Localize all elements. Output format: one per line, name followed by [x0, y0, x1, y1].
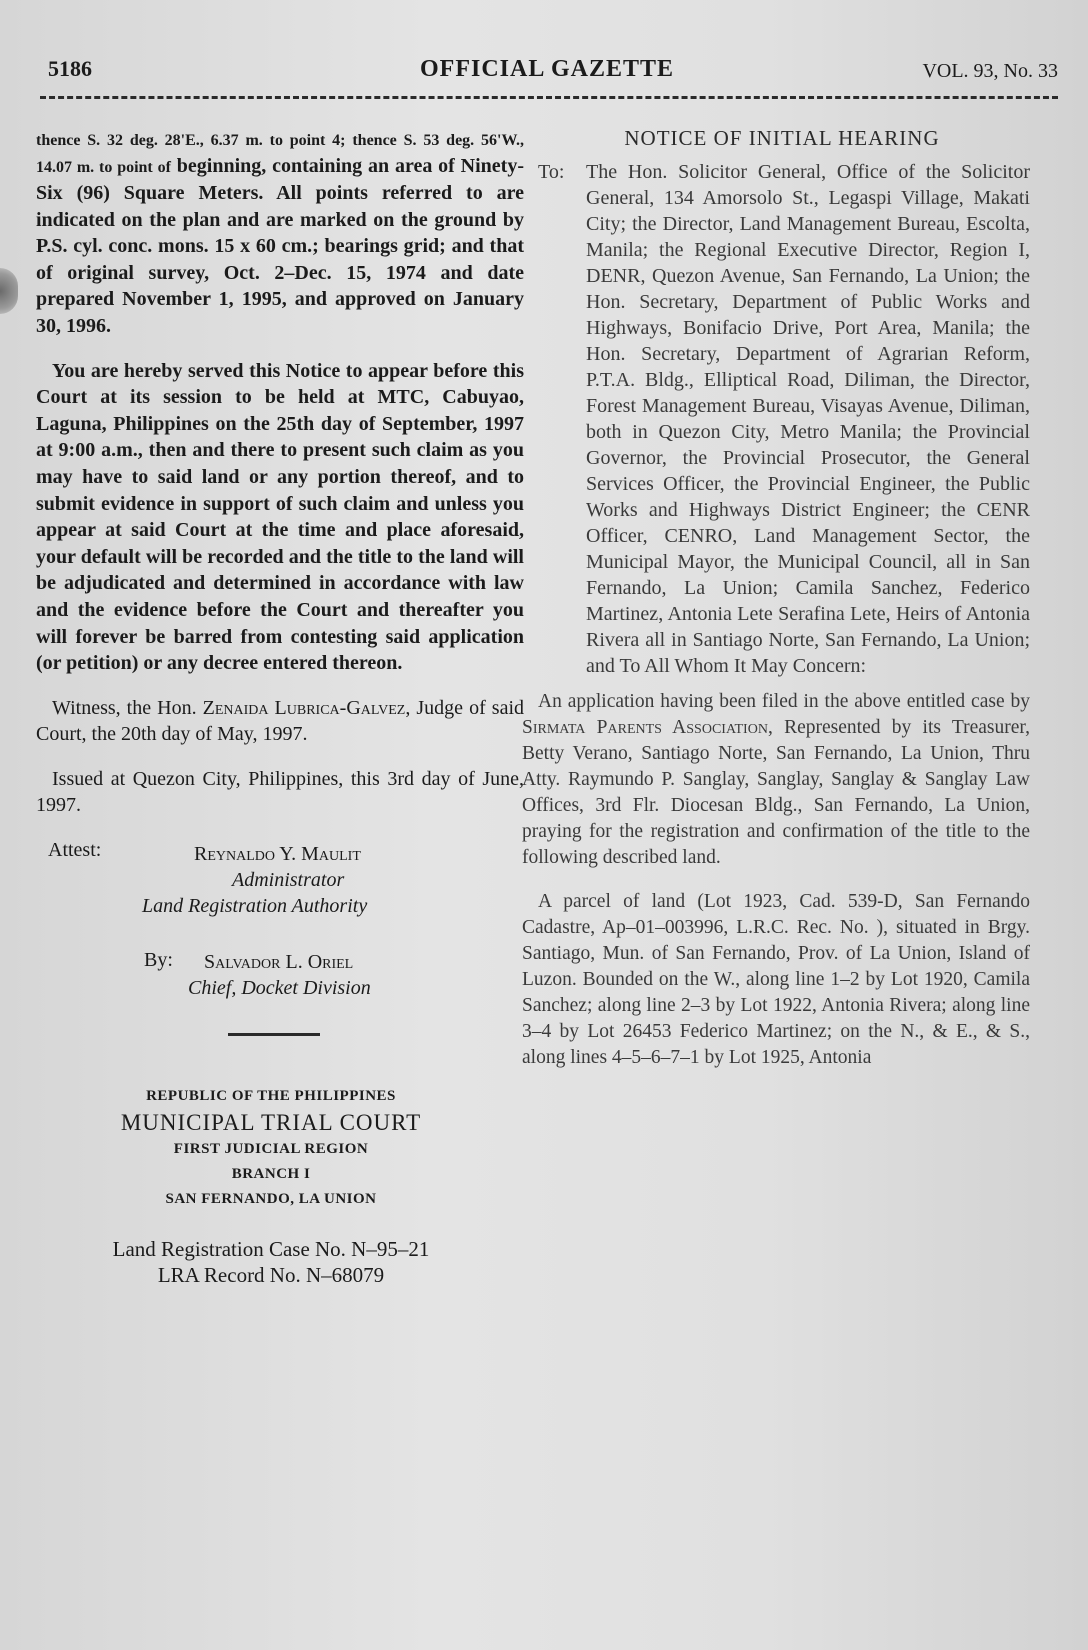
court-republic: REPUBLIC OF THE PHILIPPINES — [146, 1087, 396, 1104]
addressees-text: The Hon. Solicitor General, Office of the Solicitor General, 134 Amorsolo St., Legaspi Village, Makati City; the Director, Land Management Bureau, Escolta, Manila; the Regional Executive Director, Region I, DENR, Quezon Avenue, San Fernando, La Union; the Hon. Secretary, Department of Public Works and Highways, Bonifacio Drive, Port Area, Manila; the Hon. Secretary, Department of Agrarian Reform, P.T.A. Bldg., Elliptical Road, Diliman, the Director, Forest Management Bureau, Visayas Avenue, Diliman, both in Quezon City, Metro Manila; the Provincial Governor, the Provincial Prosecutor, the General Services Officer, the Provincial Engineer, the Public Works and Highways District Engineer; the CENR Officer, CENRO, Land Management Sector, the Municipal Mayor, the Municipal Council, all in San Fernando, La Union; Camila Sanchez, Federico Martinez, Antonia Lete Serafina Lete, Heirs of Antonia Rivera all in Santiago Norte, San Fernando, La Union; and To All Whom It May Concern: — [586, 161, 1030, 677]
lra-record-number: LRA Record No. N–68079 — [157, 1262, 385, 1287]
issued-paragraph: Issued at Quezon City, Philippines, this 3rd day of June, 1997. — [36, 767, 524, 817]
court-region: FIRST JUDICIAL REGION — [173, 1140, 369, 1157]
notice-paragraph: You are hereby served this Notice to appear before this Court at its session to be held at MTC, Cabuyao, Laguna, Philippines on the 25th day of September, 1997 at 9:00 a.m., then and there to present such claim as you may have to said land or any portion thereof, and to submit evidence in support of such claim and unless you appear at said Court at the time and place aforesaid, your default will be recorded and the title to the land will be adjudicated and determined in accordance with law and the evidence before the Court and thereafter you will forever be barred from contesting said application (or petition) or any decree entered thereon. — [36, 359, 524, 675]
application-intro: An application having been filed in the above entitled case by — [538, 691, 1030, 712]
notice-heading: NOTICE OF INITIAL HEARING — [624, 126, 940, 150]
witness-date: , Judge of said Court, the 20th day of May, 1997. — [36, 696, 525, 746]
page-header — [0, 52, 1088, 92]
judge-name: Zenaida Lubrica-Galvez — [202, 696, 406, 719]
by-name: Salvador L. Oriel — [204, 950, 354, 973]
attest-block — [36, 837, 524, 947]
to-label: To: — [538, 161, 565, 183]
page-stain — [0, 268, 18, 314]
land-description-paragraph — [36, 126, 524, 340]
attest-agency: Land Registration Authority — [142, 894, 368, 917]
page-number: 5186 — [48, 56, 92, 81]
bearings-text: thence S. 32 deg. 28'E., 6.37 m. to point 4; thence S. 53 deg. 56'W., 14.07 m. to point of — [36, 132, 524, 176]
attest-name: Reynaldo Y. Maulit — [194, 842, 361, 865]
court-location: SAN FERNANDO, LA UNION — [165, 1190, 377, 1207]
court-branch: BRANCH I — [231, 1165, 311, 1182]
left-column — [36, 126, 524, 1288]
by-label: By: — [144, 948, 173, 971]
witness-paragraph — [36, 695, 524, 748]
attest-label: Attest: — [48, 838, 102, 861]
case-number: Land Registration Case No. N–95–21 — [112, 1236, 430, 1261]
applicant-name: Sirmata Parents Association — [522, 717, 768, 738]
court-name: MUNICIPAL TRIAL COURT — [120, 1109, 422, 1135]
application-details: , Represented by its Treasurer, Betty Verano, Santiago Norte, San Fernando, La Union, Thru Atty. Raymundo P. Sanglay, Sanglay, Sanglay & Sanglay Law Offices, 3rd Flr. Diocesan Bldg., San Fernando, La Union, praying for the registration and confirmation of the title to the following described land. — [522, 717, 1030, 868]
by-block — [36, 947, 524, 1007]
publication-title: OFFICIAL GAZETTE — [420, 56, 675, 82]
area-text: beginning, containing an area of Ninety-Six (96) Square Meters. All points referred to are indicated on the plan and are marked on the ground by P.S. cyl. conc. mons. 15 x 60 cm.; bearings grid; and that of original survey, Oct. 2–Dec. 15, 1974 and date prepared November 1, 1995, and approved on January 30, 1996. — [36, 155, 524, 337]
right-column — [522, 126, 1030, 1071]
application-paragraph — [522, 689, 1030, 871]
case-numbers — [36, 1236, 506, 1288]
header-rule — [40, 96, 1058, 99]
parcel-paragraph: A parcel of land (Lot 1923, Cad. 539-D, San Fernando Cadastre, Ap–01–003996, L.R.C. Rec. No. ), situated in Brgy. Santiago, Mun. of San Fernando, Prov. of La Union, Island of Luzon. Bounded on the W., along line 1–2 by Lot 1920, Camila Sanchez; along line 2–3 by Lot 1922, Antonia Rivera; along line 3–4 by Lot 26453 Federico Martinez; on the N., & E., & S., along lines 4–5–6–7–1 by Lot 1925, Antonia — [522, 891, 1030, 1068]
volume-number: VOL. 93, No. 33 — [922, 60, 1058, 82]
addressees-block — [534, 159, 1030, 679]
court-heading — [36, 1084, 506, 1212]
by-title: Chief, Docket Division — [188, 976, 371, 999]
section-divider — [228, 1033, 320, 1036]
attest-title: Administrator — [232, 868, 345, 891]
witness-intro: Witness, the Hon. — [52, 696, 197, 719]
